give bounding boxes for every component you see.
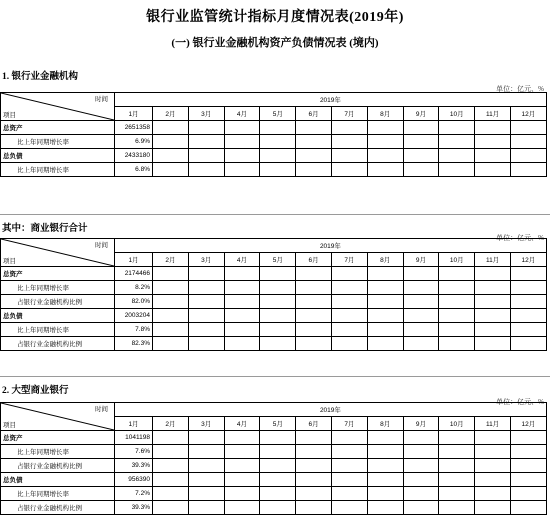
table-row xyxy=(1,135,547,149)
empty-cell xyxy=(510,501,546,515)
empty-cell xyxy=(188,281,224,295)
empty-cell xyxy=(260,267,296,281)
empty-cell xyxy=(153,501,189,515)
header-corner xyxy=(1,239,115,267)
empty-cell xyxy=(331,121,367,135)
month-header: 1月 xyxy=(115,417,153,431)
empty-cell xyxy=(510,459,546,473)
empty-cell xyxy=(153,163,189,177)
empty-cell xyxy=(439,473,475,487)
empty-cell xyxy=(367,163,403,177)
empty-cell xyxy=(403,295,439,309)
empty-cell xyxy=(188,135,224,149)
empty-cell xyxy=(439,501,475,515)
empty-cell xyxy=(439,163,475,177)
empty-cell xyxy=(224,281,260,295)
report-subtitle: (一) 银行业金融机构资产负债情况表 (境内) xyxy=(171,37,379,49)
empty-cell xyxy=(153,149,189,163)
empty-cell xyxy=(367,309,403,323)
header-time-label: 时间 xyxy=(95,96,108,103)
empty-cell xyxy=(439,309,475,323)
empty-cell xyxy=(510,487,546,501)
table-row xyxy=(1,281,547,295)
table-row xyxy=(1,163,547,177)
empty-cell xyxy=(224,459,260,473)
month-header: 9月 xyxy=(403,107,439,121)
month-header: 6月 xyxy=(296,253,332,267)
empty-cell xyxy=(296,309,332,323)
empty-cell xyxy=(439,281,475,295)
empty-cell xyxy=(439,487,475,501)
empty-cell xyxy=(260,135,296,149)
header-item-label: 项目 xyxy=(3,112,16,119)
empty-cell xyxy=(475,163,511,177)
header-corner xyxy=(1,403,115,431)
empty-cell xyxy=(224,149,260,163)
empty-cell xyxy=(260,431,296,445)
empty-cell xyxy=(260,501,296,515)
empty-cell xyxy=(439,431,475,445)
empty-cell xyxy=(260,163,296,177)
row-label: 比上年同期增长率 xyxy=(1,487,115,501)
header-item-label: 项目 xyxy=(3,422,16,429)
month-header: 5月 xyxy=(260,253,296,267)
empty-cell xyxy=(475,295,511,309)
empty-cell xyxy=(296,267,332,281)
empty-cell xyxy=(153,121,189,135)
empty-cell xyxy=(367,445,403,459)
cell-jan: 1041198 xyxy=(115,431,153,445)
empty-cell xyxy=(403,121,439,135)
table-row xyxy=(1,121,547,135)
empty-cell xyxy=(260,459,296,473)
empty-cell xyxy=(439,121,475,135)
row-label: 占银行业金融机构比例 xyxy=(1,459,115,473)
empty-cell xyxy=(475,281,511,295)
empty-cell xyxy=(296,121,332,135)
empty-cell xyxy=(439,267,475,281)
empty-cell xyxy=(403,163,439,177)
table-row xyxy=(1,501,547,515)
table-row xyxy=(1,431,547,445)
empty-cell xyxy=(260,337,296,351)
empty-cell xyxy=(296,487,332,501)
cell-jan: 82.0% xyxy=(115,295,153,309)
empty-cell xyxy=(331,267,367,281)
empty-cell xyxy=(296,445,332,459)
cell-jan: 39.3% xyxy=(115,459,153,473)
empty-cell xyxy=(224,487,260,501)
empty-cell xyxy=(367,121,403,135)
cell-jan: 2174466 xyxy=(115,267,153,281)
data-table xyxy=(0,92,547,177)
empty-cell xyxy=(188,487,224,501)
empty-cell xyxy=(188,121,224,135)
unit-label: 单位：亿元、% xyxy=(496,398,544,406)
row-label: 占银行业金融机构比例 xyxy=(1,501,115,515)
cell-jan: 2433180 xyxy=(115,149,153,163)
empty-cell xyxy=(331,473,367,487)
header-row-year xyxy=(1,239,547,253)
empty-cell xyxy=(367,267,403,281)
empty-cell xyxy=(188,459,224,473)
month-header: 10月 xyxy=(439,253,475,267)
row-label: 总负债 xyxy=(1,149,115,163)
empty-cell xyxy=(153,281,189,295)
empty-cell xyxy=(153,323,189,337)
empty-cell xyxy=(331,295,367,309)
month-header: 12月 xyxy=(510,107,546,121)
empty-cell xyxy=(331,281,367,295)
empty-cell xyxy=(403,337,439,351)
empty-cell xyxy=(510,281,546,295)
empty-cell xyxy=(153,431,189,445)
section-divider xyxy=(0,376,550,377)
empty-cell xyxy=(188,337,224,351)
empty-cell xyxy=(510,309,546,323)
month-header: 5月 xyxy=(260,107,296,121)
empty-cell xyxy=(475,501,511,515)
month-header: 9月 xyxy=(403,417,439,431)
month-header: 8月 xyxy=(367,253,403,267)
empty-cell xyxy=(296,149,332,163)
empty-cell xyxy=(296,337,332,351)
empty-cell xyxy=(224,473,260,487)
month-header: 1月 xyxy=(115,253,153,267)
empty-cell xyxy=(188,295,224,309)
month-header: 2月 xyxy=(153,107,189,121)
empty-cell xyxy=(260,323,296,337)
cell-jan: 6.8% xyxy=(115,163,153,177)
row-label: 总资产 xyxy=(1,121,115,135)
table-row xyxy=(1,337,547,351)
empty-cell xyxy=(331,149,367,163)
month-header: 12月 xyxy=(510,253,546,267)
empty-cell xyxy=(475,487,511,501)
empty-cell xyxy=(224,295,260,309)
empty-cell xyxy=(331,309,367,323)
empty-cell xyxy=(475,323,511,337)
empty-cell xyxy=(510,445,546,459)
empty-cell xyxy=(475,309,511,323)
section-divider xyxy=(0,214,550,215)
empty-cell xyxy=(403,501,439,515)
table-row xyxy=(1,295,547,309)
empty-cell xyxy=(367,501,403,515)
cell-jan: 7.2% xyxy=(115,487,153,501)
month-header: 3月 xyxy=(188,253,224,267)
empty-cell xyxy=(153,473,189,487)
empty-cell xyxy=(475,121,511,135)
empty-cell xyxy=(367,487,403,501)
empty-cell xyxy=(331,459,367,473)
empty-cell xyxy=(367,295,403,309)
section-heading: 1. 银行业金融机构 xyxy=(2,72,79,82)
cell-jan: 956390 xyxy=(115,473,153,487)
empty-cell xyxy=(510,149,546,163)
table-row xyxy=(1,149,547,163)
empty-cell xyxy=(510,163,546,177)
row-label: 比上年同期增长率 xyxy=(1,135,115,149)
cell-jan: 2651358 xyxy=(115,121,153,135)
empty-cell xyxy=(475,445,511,459)
report-title: 银行业监管统计指标月度情况表(2019年) xyxy=(146,10,404,25)
empty-cell xyxy=(224,267,260,281)
empty-cell xyxy=(475,135,511,149)
empty-cell xyxy=(403,459,439,473)
empty-cell xyxy=(224,445,260,459)
empty-cell xyxy=(403,149,439,163)
empty-cell xyxy=(475,431,511,445)
empty-cell xyxy=(224,309,260,323)
month-header: 11月 xyxy=(475,417,511,431)
empty-cell xyxy=(367,473,403,487)
empty-cell xyxy=(331,163,367,177)
empty-cell xyxy=(510,337,546,351)
empty-cell xyxy=(403,323,439,337)
month-header: 10月 xyxy=(439,107,475,121)
empty-cell xyxy=(367,459,403,473)
header-year: 2019年 xyxy=(115,403,547,417)
month-header: 4月 xyxy=(224,417,260,431)
header-item-label: 项目 xyxy=(3,258,16,265)
empty-cell xyxy=(475,337,511,351)
empty-cell xyxy=(296,323,332,337)
row-label: 比上年同期增长率 xyxy=(1,281,115,295)
month-header: 7月 xyxy=(331,417,367,431)
empty-cell xyxy=(367,281,403,295)
empty-cell xyxy=(224,501,260,515)
month-header: 8月 xyxy=(367,107,403,121)
empty-cell xyxy=(188,473,224,487)
section-heading: 其中：商业银行合计 xyxy=(2,224,88,234)
empty-cell xyxy=(296,281,332,295)
empty-cell xyxy=(403,135,439,149)
month-header: 8月 xyxy=(367,417,403,431)
empty-cell xyxy=(510,295,546,309)
month-header: 1月 xyxy=(115,107,153,121)
empty-cell xyxy=(403,431,439,445)
empty-cell xyxy=(260,473,296,487)
cell-jan: 8.2% xyxy=(115,281,153,295)
cell-jan: 82.3% xyxy=(115,337,153,351)
header-time-label: 时间 xyxy=(95,406,108,413)
month-header: 11月 xyxy=(475,253,511,267)
row-label: 总负债 xyxy=(1,473,115,487)
empty-cell xyxy=(224,121,260,135)
month-header: 4月 xyxy=(224,107,260,121)
empty-cell xyxy=(260,121,296,135)
empty-cell xyxy=(188,323,224,337)
empty-cell xyxy=(296,135,332,149)
header-year: 2019年 xyxy=(115,93,547,107)
unit-label: 单位：亿元、% xyxy=(496,85,544,93)
empty-cell xyxy=(331,501,367,515)
empty-cell xyxy=(188,267,224,281)
month-header: 7月 xyxy=(331,253,367,267)
month-header: 2月 xyxy=(153,417,189,431)
empty-cell xyxy=(153,487,189,501)
section-heading: 2. 大型商业银行 xyxy=(2,386,69,396)
empty-cell xyxy=(475,459,511,473)
empty-cell xyxy=(153,309,189,323)
month-header: 10月 xyxy=(439,417,475,431)
row-label: 总负债 xyxy=(1,309,115,323)
month-header: 11月 xyxy=(475,107,511,121)
empty-cell xyxy=(510,431,546,445)
month-header: 2月 xyxy=(153,253,189,267)
empty-cell xyxy=(153,459,189,473)
row-label: 总资产 xyxy=(1,431,115,445)
empty-cell xyxy=(331,323,367,337)
header-row-year xyxy=(1,403,547,417)
empty-cell xyxy=(439,323,475,337)
empty-cell xyxy=(260,309,296,323)
cell-jan: 6.9% xyxy=(115,135,153,149)
table-row xyxy=(1,445,547,459)
empty-cell xyxy=(260,445,296,459)
header-year: 2019年 xyxy=(115,239,547,253)
empty-cell xyxy=(331,337,367,351)
empty-cell xyxy=(153,445,189,459)
month-header: 7月 xyxy=(331,107,367,121)
empty-cell xyxy=(188,309,224,323)
empty-cell xyxy=(296,163,332,177)
empty-cell xyxy=(439,337,475,351)
row-label: 比上年同期增长率 xyxy=(1,445,115,459)
table-row xyxy=(1,459,547,473)
empty-cell xyxy=(439,149,475,163)
header-corner xyxy=(1,93,115,121)
month-header: 5月 xyxy=(260,417,296,431)
table-row xyxy=(1,309,547,323)
empty-cell xyxy=(188,431,224,445)
empty-cell xyxy=(153,337,189,351)
empty-cell xyxy=(367,431,403,445)
cell-jan: 2003204 xyxy=(115,309,153,323)
empty-cell xyxy=(188,501,224,515)
empty-cell xyxy=(153,295,189,309)
empty-cell xyxy=(510,473,546,487)
empty-cell xyxy=(439,459,475,473)
empty-cell xyxy=(296,431,332,445)
empty-cell xyxy=(367,149,403,163)
empty-cell xyxy=(403,487,439,501)
empty-cell xyxy=(153,135,189,149)
empty-cell xyxy=(188,445,224,459)
empty-cell xyxy=(331,431,367,445)
empty-cell xyxy=(510,267,546,281)
month-header: 9月 xyxy=(403,253,439,267)
table-row xyxy=(1,487,547,501)
empty-cell xyxy=(224,431,260,445)
month-header: 12月 xyxy=(510,417,546,431)
empty-cell xyxy=(475,267,511,281)
row-label: 占银行业金融机构比例 xyxy=(1,295,115,309)
empty-cell xyxy=(224,135,260,149)
empty-cell xyxy=(439,295,475,309)
data-table xyxy=(0,238,547,351)
empty-cell xyxy=(439,135,475,149)
empty-cell xyxy=(439,445,475,459)
header-row-year xyxy=(1,93,547,107)
data-table xyxy=(0,402,547,515)
empty-cell xyxy=(510,323,546,337)
empty-cell xyxy=(260,149,296,163)
empty-cell xyxy=(296,295,332,309)
cell-jan: 7.6% xyxy=(115,445,153,459)
month-header: 6月 xyxy=(296,417,332,431)
empty-cell xyxy=(475,473,511,487)
empty-cell xyxy=(331,135,367,149)
empty-cell xyxy=(188,163,224,177)
empty-cell xyxy=(510,121,546,135)
cell-jan: 39.3% xyxy=(115,501,153,515)
table-row xyxy=(1,267,547,281)
empty-cell xyxy=(296,501,332,515)
empty-cell xyxy=(296,459,332,473)
empty-cell xyxy=(367,135,403,149)
empty-cell xyxy=(224,337,260,351)
unit-label: 单位：亿元、% xyxy=(496,234,544,242)
empty-cell xyxy=(475,149,511,163)
row-label: 总资产 xyxy=(1,267,115,281)
month-header: 3月 xyxy=(188,107,224,121)
empty-cell xyxy=(367,337,403,351)
empty-cell xyxy=(403,309,439,323)
empty-cell xyxy=(331,487,367,501)
row-label: 比上年同期增长率 xyxy=(1,323,115,337)
table-row xyxy=(1,473,547,487)
empty-cell xyxy=(224,163,260,177)
empty-cell xyxy=(188,149,224,163)
empty-cell xyxy=(224,323,260,337)
empty-cell xyxy=(296,473,332,487)
header-time-label: 时间 xyxy=(95,242,108,249)
cell-jan: 7.8% xyxy=(115,323,153,337)
empty-cell xyxy=(403,473,439,487)
row-label: 比上年同期增长率 xyxy=(1,163,115,177)
empty-cell xyxy=(260,295,296,309)
table-row xyxy=(1,323,547,337)
empty-cell xyxy=(153,267,189,281)
empty-cell xyxy=(403,281,439,295)
empty-cell xyxy=(403,445,439,459)
empty-cell xyxy=(510,135,546,149)
empty-cell xyxy=(260,281,296,295)
empty-cell xyxy=(260,487,296,501)
empty-cell xyxy=(403,267,439,281)
row-label: 占银行业金融机构比例 xyxy=(1,337,115,351)
empty-cell xyxy=(367,323,403,337)
empty-cell xyxy=(331,445,367,459)
month-header: 6月 xyxy=(296,107,332,121)
month-header: 3月 xyxy=(188,417,224,431)
month-header: 4月 xyxy=(224,253,260,267)
